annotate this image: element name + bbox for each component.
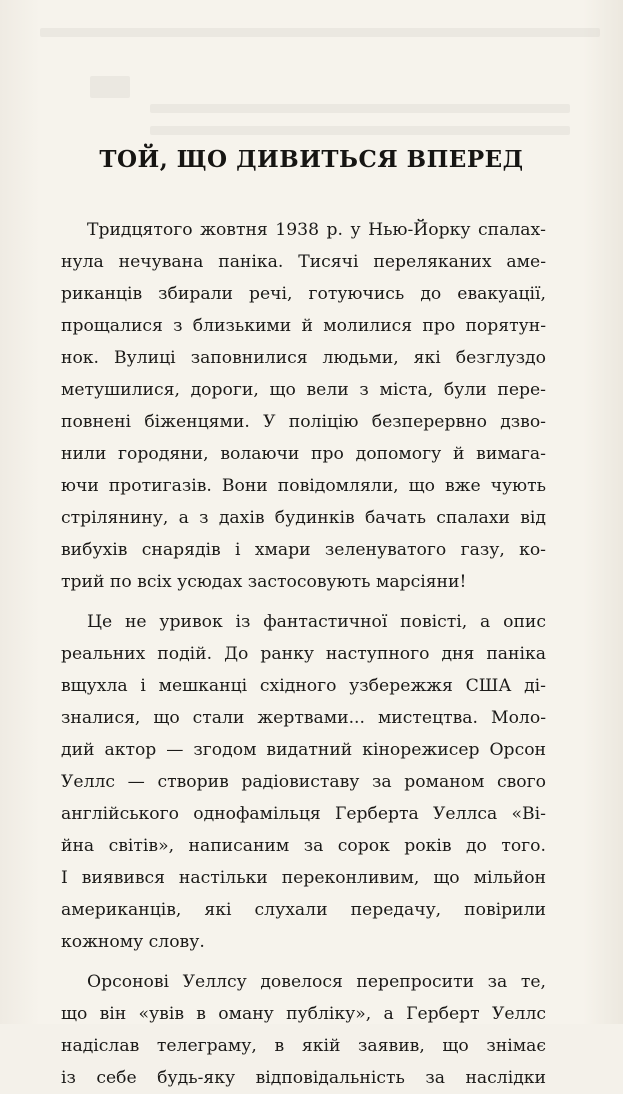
text-line: кожному слову. [61, 932, 205, 952]
text-line: американців, які слухали передачу, повірили [61, 900, 546, 920]
text-line: нили городяни, волаючи про допомогу й вимага- [61, 444, 546, 464]
text-line: із себе будь-яку відповідальність за наслідки [61, 1068, 546, 1088]
text-line: реальних подій. До ранку наступного дня паніка [61, 644, 546, 664]
text-line: йна світів», написаним за сорок років до того. [61, 836, 546, 856]
text-line: ючи протигазів. Вони повідомляли, що вже чують [61, 476, 546, 496]
text-line: метушилися, дороги, що вели з міста, були пере- [61, 380, 546, 400]
text-line: надіслав телеграму, в якій заявив, що знімає [61, 1036, 546, 1056]
text-line: прощалися з близькими й молилися про порятун- [61, 316, 546, 336]
text-line: повнені біженцями. У поліцію безперервно дзво- [61, 412, 546, 432]
text-line: вибухів снарядів і хмари зеленуватого газу, ко- [61, 540, 546, 560]
text-line: нула нечувана паніка. Тисячі переляканих аме- [61, 252, 546, 272]
text-line: риканців збирали речі, готуючись до евакуації, [61, 284, 546, 304]
text-line: дий актор — згодом видатний кінорежисер Орсон [61, 740, 546, 760]
text-line: І виявився настільки переконливим, що мільйон [61, 868, 546, 888]
text-line: Це не уривок із фантастичної повісті, а опис [87, 612, 546, 632]
text-line: вщухла і мешканці східного узбережжя США ді- [61, 676, 546, 696]
text-line: нок. Вулиці заповнилися людьми, які безглуздо [61, 348, 546, 368]
body-text [61, 214, 546, 1094]
text-line: що він «увів в оману публіку», а Герберт Уеллс [61, 1004, 546, 1024]
text-line: Уеллс — створив радіовиставу за романом свого [61, 772, 546, 792]
chapter-title: ТОЙ, ЩО ДИВИТЬСЯ ВПЕРЕД [99, 146, 524, 173]
text-line: Тридцятого жовтня 1938 р. у Нью-Йорку спалах- [87, 220, 546, 240]
bleed-through-text [0, 0, 623, 140]
text-line: трий по всіх усюдах застосовують марсіяни! [61, 572, 467, 592]
text-line: англійського однофамільця Герберта Уеллса «Ві- [61, 804, 546, 824]
text-line: стрілянину, а з дахів будинків бачать спалахи від [61, 508, 546, 528]
text-line: зналися, що стали жертвами... мистецтва. Моло- [61, 708, 546, 728]
text-line: Орсонові Уеллсу довелося перепросити за те, [87, 972, 546, 992]
